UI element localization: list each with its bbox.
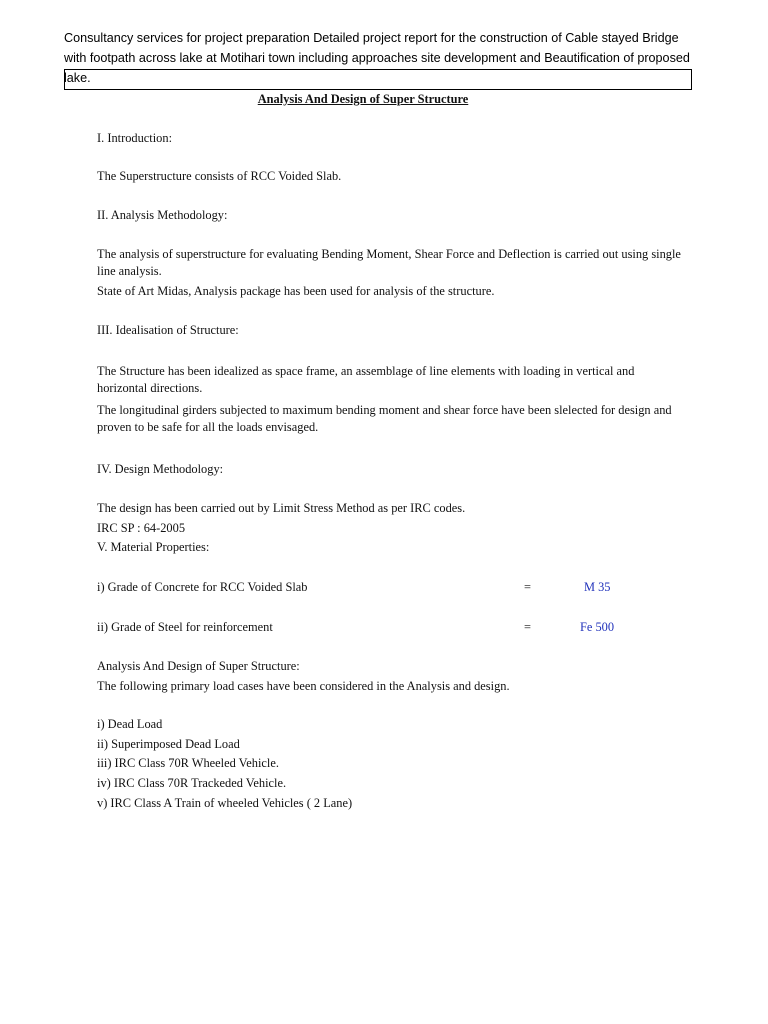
load-item: i) Dead Load: [97, 717, 163, 731]
intro-text: The Superstructure consists of RCC Voided Slab.: [97, 169, 342, 183]
design-heading: IV. Design Methodology:: [97, 462, 224, 476]
project-header: Consultancy services for project preparation Detailed project report for the construction of Cable stayed Bridge with footpath across lake at Motihari town including approaches site development and Beautification of proposed lake.: [64, 31, 690, 85]
load-item: iii) IRC Class 70R Wheeled Vehicle.: [97, 756, 279, 770]
material-value-concrete: M 35: [584, 580, 611, 594]
design-code: IRC SP : 64-2005: [97, 521, 186, 535]
idealisation-paragraph-2: The longitudinal girders subjected to maximum bending moment and shear force have been slelected for design and proven to be safe for all the loads envisaged.: [97, 403, 672, 434]
load-item: ii) Superimposed Dead Load: [97, 737, 240, 751]
material-value-steel: Fe 500: [580, 620, 615, 634]
idealisation-heading: III. Idealisation of Structure:: [97, 323, 239, 337]
material-label-steel: ii) Grade of Steel for reinforcement: [97, 620, 273, 634]
load-item: iv) IRC Class 70R Trackeded Vehicle.: [97, 776, 287, 790]
loads-heading: Analysis And Design of Super Structure:: [97, 659, 300, 673]
loads-intro: The following primary load cases have been considered in the Analysis and design.: [97, 679, 510, 693]
idealisation-paragraph-1: The Structure has been idealized as space frame, an assemblage of line elements with loading in vertical and horizontal directions.: [97, 364, 635, 395]
analysis-paragraph-1: The analysis of superstructure for evaluating Bending Moment, Shear Force and Deflection is carried out using single line analysis.: [97, 247, 681, 278]
material-label-concrete: i) Grade of Concrete for RCC Voided Slab: [97, 580, 308, 594]
document-title: Analysis And Design of Super Structure: [257, 92, 469, 106]
intro-heading: I. Introduction:: [97, 131, 173, 145]
load-item: v) IRC Class A Train of wheeled Vehicles ( 2 Lane): [97, 796, 353, 810]
material-heading: V. Material Properties:: [97, 540, 210, 554]
analysis-heading: II. Analysis Methodology:: [97, 208, 228, 222]
analysis-paragraph-2: State of Art Midas, Analysis package has been used for analysis of the structure.: [97, 284, 495, 298]
material-equals-concrete: =: [524, 580, 531, 594]
material-equals-steel: =: [524, 620, 531, 634]
design-text: The design has been carried out by Limit Stress Method as per IRC codes.: [97, 501, 466, 515]
